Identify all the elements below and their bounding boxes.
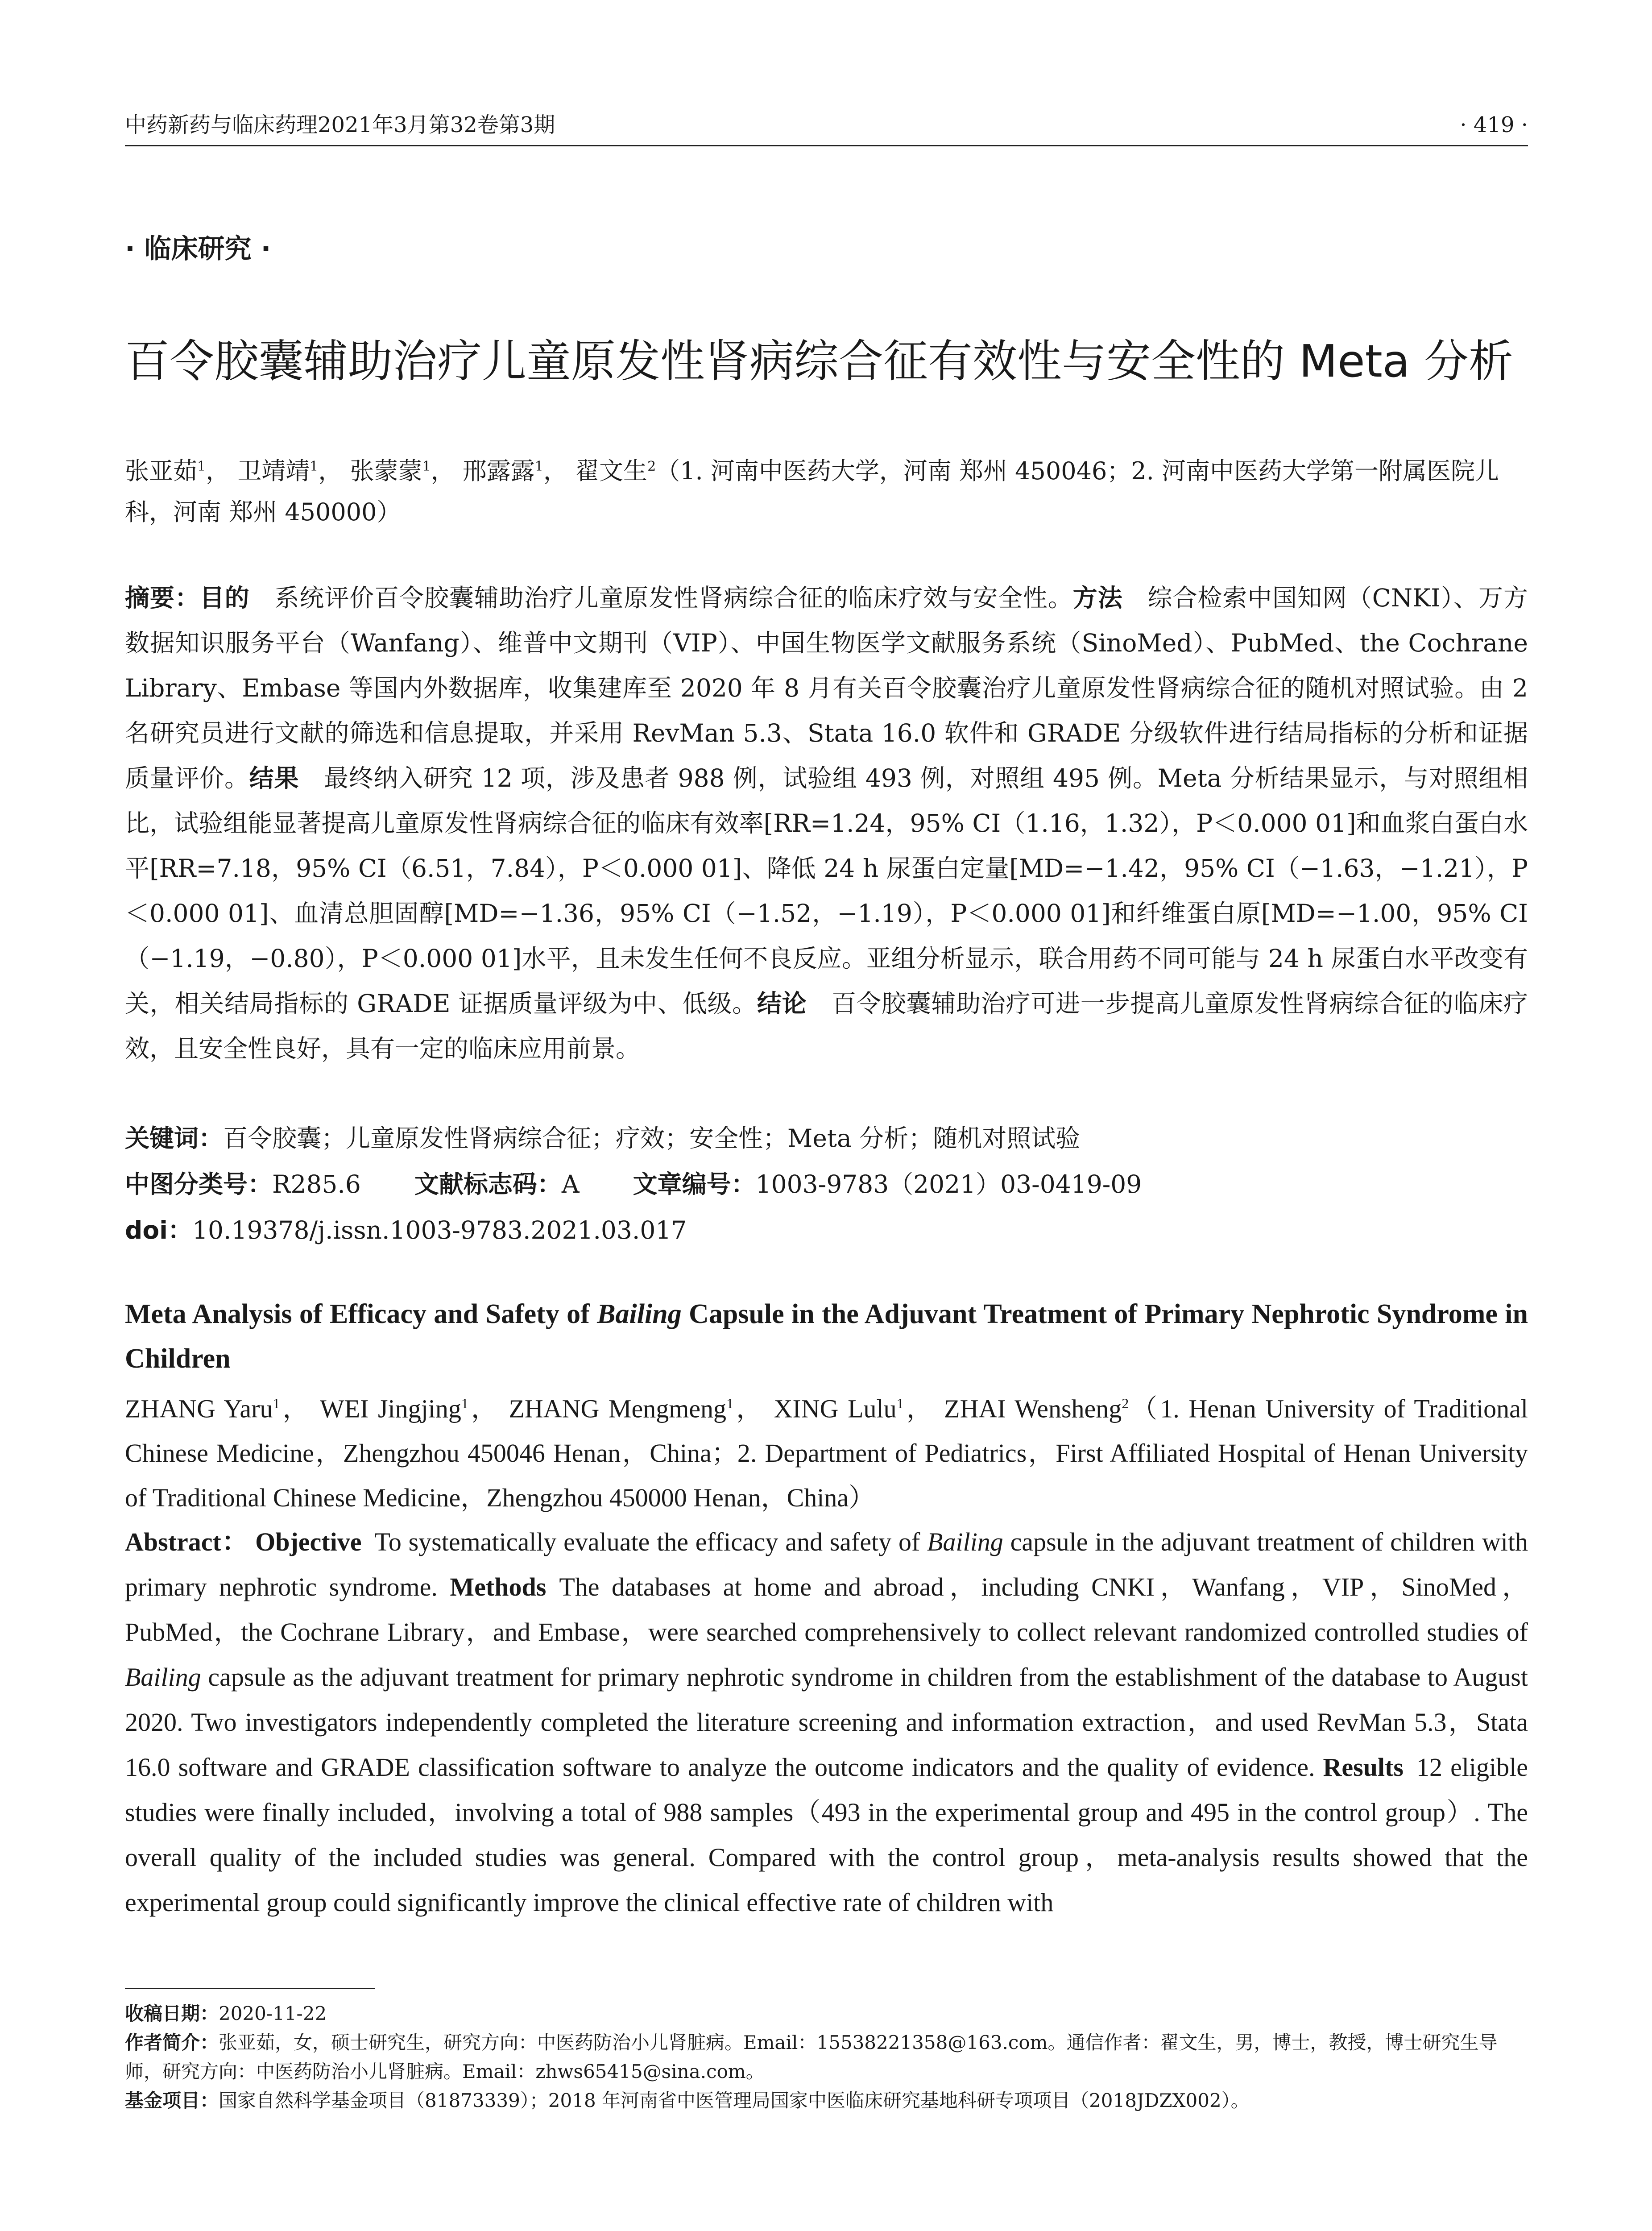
en-title-part: Capsule in the Adjuvant Treatment of Primary Nephrotic Syndrome in Children <box>125 1299 1528 1374</box>
affiliations-en: （1. Henan University of Traditional Chinese Medicine，Zhengzhou 450046 Henan，China；2. Department of Pediatrics，First Affiliated Hospital of Henan University of Traditional Chinese Medicine，Zhengzhou 450000 Henan，China） <box>125 1394 1528 1513</box>
author-name: 邢露露 <box>462 457 535 485</box>
author-bio-text: 张亚茹，女，硕士研究生，研究方向：中医药防治小儿肾脏病。Email：15538221358@163.com。通信作者：翟文生，男，博士，教授，博士研究生导师，研究方向：中医药防治小儿肾脏病。Email：zhws65415@sina.com。 <box>125 2032 1498 2082</box>
author-affiliation-mark: 2 <box>647 459 656 474</box>
author-affiliation-mark: 1 <box>896 1395 904 1411</box>
author-affiliation-mark: 1 <box>197 459 206 474</box>
author-affiliation-mark: 1 <box>461 1395 468 1411</box>
author-name: 张蒙蒙 <box>350 457 422 485</box>
author-affiliation-mark: 1 <box>310 459 319 474</box>
author-affiliation-mark: 1 <box>534 459 543 474</box>
doi-value: 10.19378/j.issn.1003-9783.2021.03.017 <box>192 1216 687 1244</box>
footnote-rule <box>125 1988 375 1989</box>
methods-text-en: capsule as the adjuvant treatment for primary nephrotic syndrome in children from the establishment of the database to August 2020. Two investigators independently completed the literature screening and information extraction，and used RevMan 5.3，Stata 16.0 software and GRADE classification software to analyze the outcome indicators and the quality of evidence. <box>125 1663 1528 1782</box>
affiliations-cn: （1. 河南中医药大学，河南 郑州 450046；2. 河南中医药大学第一附属医院儿科，河南 郑州 450000） <box>125 457 1499 526</box>
classification-line <box>125 1161 1528 1207</box>
methods-text-en: The databases at home and abroad，including CNKI，Wanfang，VIP，SinoMed，PubMed，the Cochrane Library，and Embase，were searched comprehensively to collect relevant randomized controlled studies of <box>125 1572 1528 1646</box>
objective-text-en: capsule in the adjuvant treatment of children with primary nephrotic syndrome. <box>125 1527 1528 1601</box>
clc-value: R285.6 <box>272 1170 361 1198</box>
received-label: 收稿日期： <box>125 2003 219 2024</box>
doi-line <box>125 1207 1528 1253</box>
article-title-en <box>125 1292 1528 1381</box>
doc-code-label: 文献标志码： <box>414 1170 562 1198</box>
author-name: 翟文生 <box>575 457 648 485</box>
author-affiliation-mark: 1 <box>422 459 431 474</box>
objective-label-en: Objective <box>255 1527 362 1556</box>
author-name-en: XING Lulu <box>774 1394 897 1423</box>
methods-text: 综合检索中国知网（CNKI）、万方数据知识服务平台（Wanfang）、维普中文期刊（VIP）、中国生物医学文献服务系统（SinoMed）、PubMed、the Cochrane Library、Embase 等国内外数据库，收集建库至 2020 年 8 月有关百令胶囊治疗儿童原发性肾病综合征的随机对照试验。由 2 名研究员进行文献的筛选和信息提取，并采用 RevMan 5.3、Stata 16.0 软件和 GRADE 分级软件进行结局指标的分析和证据质量评价。 <box>125 584 1528 792</box>
author-affiliation-mark: 1 <box>273 1395 280 1411</box>
objective-italic-en: Bailing <box>927 1527 1003 1556</box>
keywords-line <box>125 1116 1528 1161</box>
author-affiliation-mark: 2 <box>1122 1395 1129 1411</box>
author-bio-label: 作者简介： <box>125 2032 219 2053</box>
results-text: 最终纳入研究 12 项，涉及患者 988 例，试验组 493 例，对照组 495 例。Meta 分析结果显示，与对照组相比，试验组能显著提高儿童原发性肾病综合征的临床有效率[RR=1.24，95% CI（1.16，1.32），P＜0.000 01]和血浆白蛋白水平[RR=7.18，95% CI（6.51，7.84），P＜0.000 01]、降低 24 h 尿蛋白定量[MD=−1.42，95% CI（−1.63，−1.21），P＜0.000 01]、血清总胆固醇[MD=−1.36，95% CI（−1.52，−1.19），P＜0.000 01]和纤维蛋白原[MD=−1.00，95% CI（−1.19，−0.80），P＜0.000 01]水平，且未发生任何不良反应。亚组分析显示，联合用药不同可能与 24 h 尿蛋白水平改变有关，相关结局指标的 GRADE 证据质量评级为中、低级。 <box>125 764 1528 1018</box>
methods-label-en: Methods <box>450 1572 547 1601</box>
abstract-label-en: Abstract： <box>125 1527 248 1556</box>
abstract-label: 摘要： <box>125 584 200 612</box>
received-date-note <box>125 1999 1528 2028</box>
author-name: 张亚茹 <box>125 457 197 485</box>
section-label: · 临床研究 · <box>125 233 271 265</box>
conclusion-text: 百令胶囊辅助治疗可进一步提高儿童原发性肾病综合征的临床疗效，且安全性良好，具有一定的临床应用前景。 <box>125 989 1528 1063</box>
doi-label: doi： <box>125 1216 193 1244</box>
abstract-en <box>125 1519 1528 1925</box>
running-header <box>125 109 1528 141</box>
doc-code-value: A <box>561 1170 580 1198</box>
article-title-cn: 百令胶囊辅助治疗儿童原发性肾病综合征有效性与安全性的 Meta 分析 <box>125 335 1513 387</box>
page-number: · 419 · <box>1460 112 1528 137</box>
results-label-en: Results <box>1323 1753 1404 1782</box>
authors-en: ZHANG Yaru$^1$， WEI Jingjing$^1$， ZHANG Mengmeng$^1$， XING Lulu$^1$， ZHAI Wensheng$^2$（1. Henan University of Traditional Chinese Medicine，Zhengzhou 450046 Henan，China；2. Department of Pediatrics，First Affiliated Hospital of Henan University of Traditional Chinese Medicine，Zhengzhou 450000 Henan，China） <box>125 1394 1528 1513</box>
conclusion-label: 结论 <box>757 989 807 1018</box>
author-name: 卫靖靖 <box>237 457 310 485</box>
results-text-en: 12 eligible studies were finally included，involving a total of 988 samples（493 in the experimental group and 495 in the control group）. The overall quality of the included studies was general. Compared with the control group，meta-analysis results showed that the experimental group could significantly improve the clinical effective rate of children with <box>125 1753 1528 1917</box>
abstract-cn <box>125 576 1528 1071</box>
methods-label: 方法 <box>1072 584 1123 612</box>
received-date: 2020-11-22 <box>219 2003 327 2024</box>
keywords-text: 百令胶囊；儿童原发性肾病综合征；疗效；安全性；Meta 分析；随机对照试验 <box>223 1124 1081 1153</box>
article-no-value: 1003-9783（2021）03-0419-09 <box>755 1170 1142 1198</box>
results-label: 结果 <box>249 764 299 792</box>
footnotes <box>125 1999 1528 2115</box>
en-title-part: Meta Analysis of Efficacy and Safety of <box>125 1299 597 1329</box>
author-affiliation-mark: 1 <box>726 1395 734 1411</box>
article-no-label: 文章编号： <box>633 1170 756 1198</box>
methods-italic-en: Bailing <box>125 1663 201 1692</box>
authors-cn: 张亚茹$^1$， 卫靖靖$^1$， 张蒙蒙$^1$， 邢露露$^1$， 翟文生$^2$（1. 河南中医药大学，河南 郑州 450046；2. 河南中医药大学第一附属医院儿科，河南 郑州 450000） <box>125 457 1499 526</box>
fund-note <box>125 2086 1528 2115</box>
article-metadata <box>125 1116 1528 1253</box>
fund-text: 国家自然科学基金项目（81873339）；2018 年河南省中医管理局国家中医临床研究基地科研专项项目（2018JDZX002）。 <box>219 2090 1250 2111</box>
journal-issue: 中药新药与临床药理2021年3月第32卷第3期 <box>125 112 555 137</box>
fund-label: 基金项目： <box>125 2090 219 2111</box>
en-title-italic: Bailing <box>597 1299 682 1329</box>
author-name-en: ZHANG Yaru <box>125 1394 273 1423</box>
author-name-en: ZHANG Mengmeng <box>509 1394 727 1423</box>
author-bio-note <box>125 2028 1528 2086</box>
objective-text: 系统评价百令胶囊辅助治疗儿童原发性肾病综合征的临床疗效与安全性。 <box>274 584 1073 612</box>
author-name-en: WEI Jingjing <box>319 1394 461 1423</box>
author-name-en: ZHAI Wensheng <box>944 1394 1122 1423</box>
header-rule <box>125 145 1528 146</box>
journal-page <box>125 0 1528 2231</box>
keywords-label: 关键词： <box>125 1124 224 1153</box>
objective-label: 目的 <box>199 584 250 612</box>
clc-label: 中图分类号： <box>125 1170 273 1198</box>
objective-text-en: To systematically evaluate the efficacy and safety of <box>374 1527 927 1556</box>
